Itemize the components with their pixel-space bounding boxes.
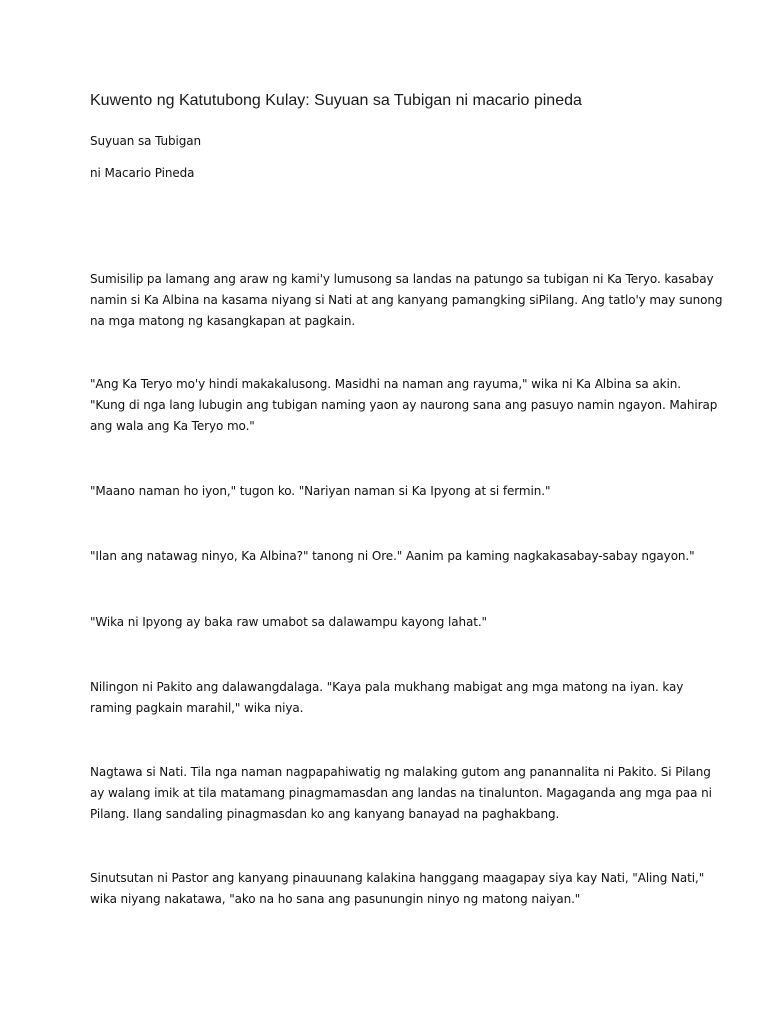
- paragraph: [90, 546, 710, 567]
- text-line: Nagtawa si Nati. Tila nga naman nagpapahiwatig ng malaking gutom ang panannalita ni Pakito. Si Pilang: [90, 765, 711, 779]
- document-title: Kuwento ng Katutubong Kulay: Suyuan sa Tubigan ni macario pineda: [90, 92, 582, 109]
- text-line: Sumisilip pa lamang ang araw ng kami'y lumusong sa landas na patungo sa tubigan ni Ka Teryo. kasabay: [90, 272, 714, 286]
- text-line: "Wika ni Ipyong ay baka raw umabot sa dalawampu kayong lahat.": [90, 615, 487, 629]
- text-line: wika niyang nakatawa, "ako na ho sana ang pasunungin ninyo ng matong naiyan.": [90, 892, 581, 906]
- text-line: Nilingon ni Pakito ang dalawangdalaga. "Kaya pala mukhang mabigat ang mga matong na iyan. kay: [90, 680, 684, 694]
- text-line: Sinutsutan ni Pastor ang kanyang pinauunang kalakina hanggang maagapay siya kay Nati, "Aling Nati,": [90, 871, 705, 885]
- paragraph: [90, 481, 710, 502]
- text-line: Pilang. Ilang sandaling pinagmasdan ko ang kanyang banayad na paghakbang.: [90, 807, 560, 821]
- text-line: "Maano naman ho iyon," tugon ko. "Nariyan naman si Ka Ipyong at si fermin.": [90, 484, 551, 498]
- paragraph: [90, 677, 710, 719]
- text-line: "Ang Ka Teryo mo'y hindi makakalusong. Masidhi na naman ang rayuma," wika ni Ka Albina sa akin.: [90, 377, 681, 391]
- text-line: na mga matong ng kasangkapan at pagkain.: [90, 314, 356, 328]
- paragraph: [90, 269, 723, 332]
- text-line: ay walang imik at tila matamang pinagmamasdan ang landas na tinalunton. Magaganda ang mga paa ni: [90, 786, 712, 800]
- paragraph: [90, 612, 710, 633]
- author-line: ni Macario Pineda: [90, 166, 195, 180]
- paragraph: [90, 762, 710, 825]
- text-line: namin si Ka Albina na kasama niyang si Nati at ang kanyang pamangking siPilang. Ang tatlo'y may sunong: [90, 293, 723, 307]
- paragraph: [90, 868, 710, 910]
- text-line: ang wala ang Ka Teryo mo.": [90, 419, 255, 433]
- story-title: Suyuan sa Tubigan: [90, 134, 202, 148]
- text-line: raming pagkain marahil," wika niya.: [90, 701, 304, 715]
- text-line: "Kung di nga lang lubugin ang tubigan naming yaon ay naurong sana ang pasuyo namin ngayon. Mahirap: [90, 398, 718, 412]
- text-line: "Ilan ang natawag ninyo, Ka Albina?" tanong ni Ore." Aanim pa kaming nagkakasabay-sabay ngayon.": [90, 549, 695, 563]
- paragraph: [90, 374, 718, 437]
